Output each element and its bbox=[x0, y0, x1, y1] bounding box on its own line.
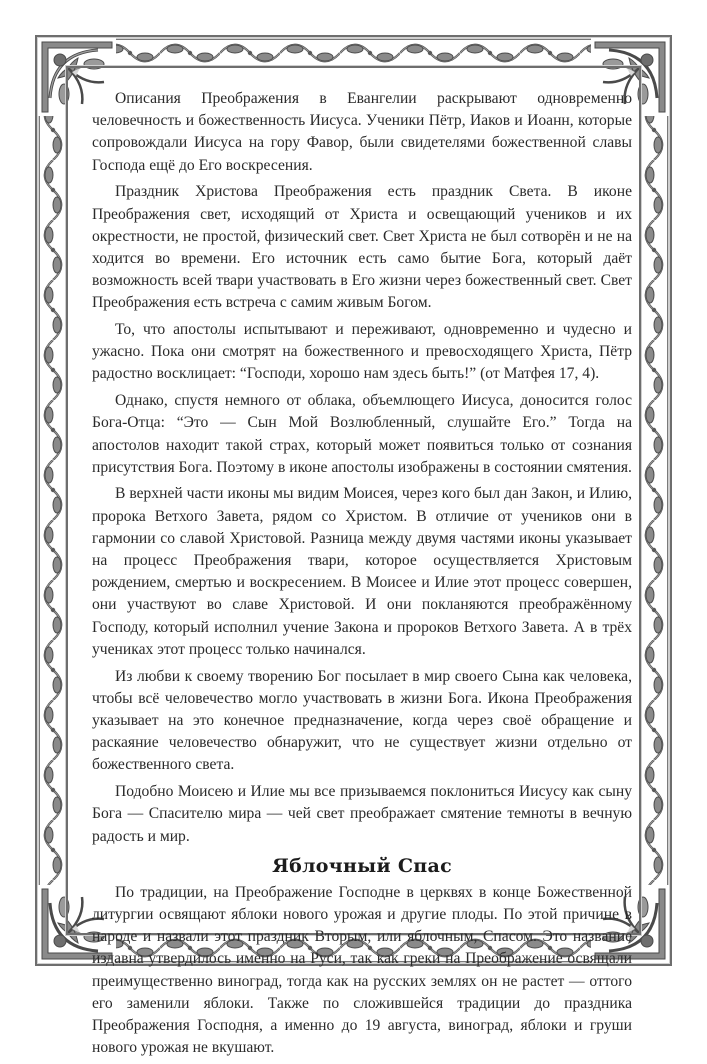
section-heading: Яблочный Спас bbox=[272, 854, 452, 877]
ornament-border-top bbox=[40, 40, 667, 66]
paragraph: Праздник Христова Преображения есть праздник Света. В иконе Преображения свет, исходящий от Христа и освещающий учеников и их окрестности, не простой, физический свет. Свет Христа не был сотворён и не на ходится во времени. Его источник есть само бытие Бога, который даёт возможность всей твари участвовать в Его жизни через божественный свет. Свет Преображения есть встреча с самим живым Богом. bbox=[92, 183, 632, 312]
ornament-border-left bbox=[40, 40, 66, 961]
paragraph: В верхней части иконы мы видим Моисея, через кого был дан Закон, и Илию, пророка Ветхого Завета, рядом со Христом. В отличие от учеников они в гармонии со славой Христовой. Разница между двумя частями иконы указывает на процесс Преображения твари, которое осуществляется Христовым рождением, смертью и воскресением. В Моисее и Илие этот процесс совершен, они участвуют во славе Христовой. И они покланяются преображённому Господу, который исполнил учение Закона и пророков Ветхого Завета. А в трёх учениках этот процесс только начинался. bbox=[92, 485, 632, 658]
paragraph: Однако, спустя немного от облака, объемлющего Иисуса, доносится голос Бога-Отца: “Это — Сын Мой Возлюбленный, слушайте Его.” Тогда на апостолов находит такой страх, который может появиться только от сознания присутствия Бога. Поэтому в иконе апостолы изображены в состоянии смятения. bbox=[92, 392, 632, 476]
paragraph: То, что апостолы испытывают и переживают, одновременно и чудесно и ужасно. Пока они смотрят на божественного и превосходящего Христа, Пётр радостно восклицает: “Господи, хорошо нам здесь быть!” (от Матфея 17, 4). bbox=[92, 321, 632, 383]
paragraph: Описания Преображения в Евангелии раскрывают одновременно человечность и божественность Иисуса. Ученики Пётр, Иаков и Иоанн, которые сопровождали Иисуса на гору Фавор, были свидетелями божественной славы Господа ещё до Его воскресения. bbox=[92, 90, 632, 174]
paragraph: Подобно Моисею и Илие мы все призываемся поклониться Иисусу как сыну Бога — Спасителю мира — чей свет преображает смятение темноты в вечную радость и мир. bbox=[92, 783, 632, 845]
ornament-border-right bbox=[641, 40, 667, 961]
document-body bbox=[92, 88, 632, 1064]
paragraph: По традиции, на Преображение Господне в церквях в конце Божественной литургии освящают яблоки нового урожая и другие плоды. По этой причине в народе и назвали этот праздник Вторым, или яблочным, Спасом. Это название издавна утвердилось именно на Руси, так как греки на Преображение освящали преимущественно виноград, тогда как на русских землях он не растет — оттого его заменили яблоки. Также по сложившейся традиции до праздника Преображения Господня, а именно до 19 августа, виноград, яблоки и груши нового урожая не вкушают. bbox=[92, 883, 632, 1057]
paragraph: Из любви к своему творению Бог посылает в мир своего Сына как человека, чтобы всё человечество могло участвовать в жизни Бога. Икона Преображения указывает на это конечное предназначение, когда через своё обращение и раскаяние человечество обнаружит, что не существует жизни отдельно от божественного света. bbox=[92, 667, 632, 774]
